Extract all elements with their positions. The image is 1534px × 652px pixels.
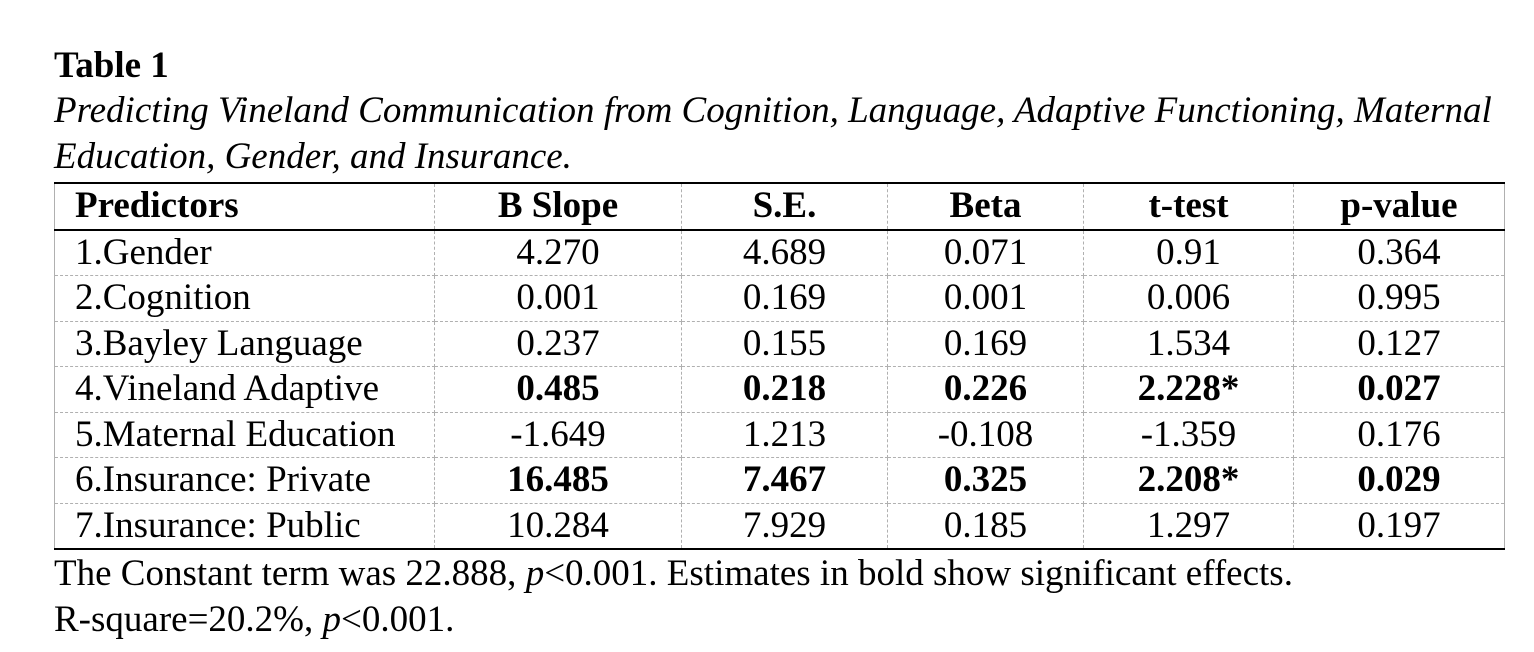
table-body xyxy=(55,230,1505,550)
col-header-predictors: Predictors xyxy=(55,183,435,230)
table-figure xyxy=(54,44,1504,642)
cell-t-test: 0.006 xyxy=(1084,276,1294,322)
cell-se: 4.689 xyxy=(682,230,888,276)
table-row xyxy=(55,276,1505,322)
table-label: Table 1 xyxy=(54,45,169,86)
cell-t-test: 1.534 xyxy=(1084,321,1294,367)
cell-se: 0.169 xyxy=(682,276,888,322)
cell-predictor: 5.Maternal Education xyxy=(55,412,435,458)
cell-p-value: 0.027 xyxy=(1294,367,1505,413)
note-p-symbol: p xyxy=(322,599,342,640)
col-header-beta: Beta xyxy=(888,183,1084,230)
cell-t-test: -1.359 xyxy=(1084,412,1294,458)
cell-beta: 0.226 xyxy=(888,367,1084,413)
table-note-line-1 xyxy=(54,552,1504,596)
col-header-t-test: t-test xyxy=(1084,183,1294,230)
cell-p-value: 0.127 xyxy=(1294,321,1505,367)
cell-t-test: 2.228* xyxy=(1084,367,1294,413)
cell-p-value: 0.197 xyxy=(1294,503,1505,549)
table-row xyxy=(55,230,1505,276)
table-row xyxy=(55,412,1505,458)
cell-b-slope: -1.649 xyxy=(435,412,682,458)
note-constant-text: The Constant term was 22.888, xyxy=(54,553,526,594)
note-p-symbol: p xyxy=(525,553,545,594)
table-header-row xyxy=(55,183,1505,230)
table-row xyxy=(55,367,1505,413)
cell-beta: 0.169 xyxy=(888,321,1084,367)
cell-beta: 0.185 xyxy=(888,503,1084,549)
cell-t-test: 1.297 xyxy=(1084,503,1294,549)
table-row xyxy=(55,321,1505,367)
cell-beta: 0.325 xyxy=(888,458,1084,504)
cell-t-test: 0.91 xyxy=(1084,230,1294,276)
col-header-se: S.E. xyxy=(682,183,888,230)
cell-b-slope: 10.284 xyxy=(435,503,682,549)
cell-b-slope: 4.270 xyxy=(435,230,682,276)
cell-b-slope: 0.485 xyxy=(435,367,682,413)
cell-b-slope: 0.237 xyxy=(435,321,682,367)
cell-predictor: 2.Cognition xyxy=(55,276,435,322)
cell-se: 7.467 xyxy=(682,458,888,504)
table-caption: Predicting Vineland Communication from Cognition, Language, Adaptive Functioning, Maternal Education, Gender, and Insurance. xyxy=(54,90,1492,177)
cell-predictor: 3.Bayley Language xyxy=(55,321,435,367)
regression-table xyxy=(54,182,1505,550)
cell-p-value: 0.029 xyxy=(1294,458,1505,504)
table-row xyxy=(55,458,1505,504)
cell-t-test: 2.208* xyxy=(1084,458,1294,504)
note-r-square-text: R-square=20.2%, xyxy=(54,599,323,640)
cell-p-value: 0.364 xyxy=(1294,230,1505,276)
col-header-p-value: p-value xyxy=(1294,183,1505,230)
cell-predictor: 6.Insurance: Private xyxy=(55,458,435,504)
cell-beta: 0.071 xyxy=(888,230,1084,276)
cell-b-slope: 0.001 xyxy=(435,276,682,322)
col-header-b-slope: B Slope xyxy=(435,183,682,230)
cell-beta: 0.001 xyxy=(888,276,1084,322)
table-note-line-2 xyxy=(54,598,1504,642)
cell-predictor: 4.Vineland Adaptive xyxy=(55,367,435,413)
cell-se: 1.213 xyxy=(682,412,888,458)
note-significance-text: <0.001. Estimates in bold show significant effects. xyxy=(544,553,1293,594)
cell-predictor: 7.Insurance: Public xyxy=(55,503,435,549)
cell-p-value: 0.176 xyxy=(1294,412,1505,458)
cell-se: 0.155 xyxy=(682,321,888,367)
cell-se: 7.929 xyxy=(682,503,888,549)
cell-beta: -0.108 xyxy=(888,412,1084,458)
cell-b-slope: 16.485 xyxy=(435,458,682,504)
cell-p-value: 0.995 xyxy=(1294,276,1505,322)
cell-predictor: 1.Gender xyxy=(55,230,435,276)
table-row xyxy=(55,503,1505,549)
note-r-square-p-text: <0.001. xyxy=(341,599,455,640)
cell-se: 0.218 xyxy=(682,367,888,413)
